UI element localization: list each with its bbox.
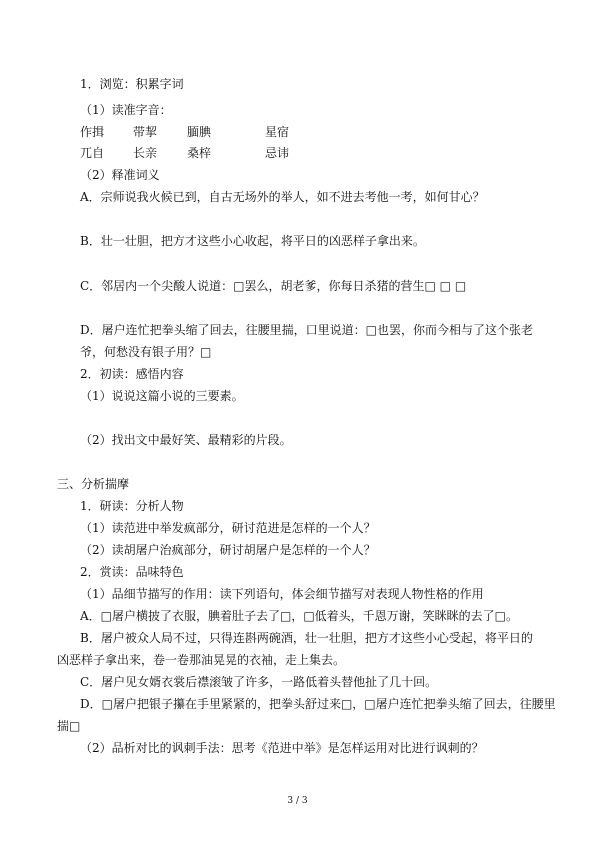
sentence-d-continued: 爷，何愁没有银子用？□ — [80, 345, 212, 359]
detail-sentence-d-continued: 揣□ — [57, 719, 81, 733]
detail-description-question: （1）品细节描写的作用：读下列语句，体会细节描写对表现人物性格的作用 — [80, 587, 484, 601]
detail-sentence-b-continued: 凶恶样子拿出来，卷一卷那油晃晃的衣袖，走上集去。 — [57, 653, 346, 667]
section-appreciation-heading: 2．赏读：品味特色 — [80, 565, 184, 579]
vocab-word: 兀自 — [80, 146, 105, 160]
vocab-word: 忌讳 — [265, 146, 290, 160]
part-three-heading: 三、分析揣摩 — [57, 477, 130, 491]
contrast-satire-question: （2）品析对比的讽刺手法：思考《范进中举》是怎样运用对比进行讽刺的？ — [80, 741, 484, 755]
sentence-d: D．屠户连忙把拳头缩了回去，往腰里揣，口里说道：□也罢，你而今相与了这个张老 — [80, 323, 533, 337]
detail-sentence-c: C．屠户见女婿衣裳后襟滚皱了许多，一路低着头替他扯了几十回。 — [80, 675, 438, 689]
detail-sentence-d: D．□屠户把银子攥在手里紧紧的，把拳头舒过来□，□屠户连忙把拳头缩了回去，往腰里 — [80, 697, 556, 711]
section-first-reading-heading: 2．初读：感悟内容 — [80, 367, 184, 381]
question-butcher-hu: （2）读胡屠户治疯部分，研讨胡屠户是怎样的一个人？ — [80, 543, 376, 557]
sentence-a: A．宗师说我火候已到，自古无场外的举人，如不进去考他一考，如何甘心？ — [80, 190, 485, 204]
question-fan-jin: （1）读范进中举发疯部分，研讨范进是怎样的一个人？ — [80, 521, 376, 535]
section-browse-heading: 1．浏览：积累字词 — [80, 77, 184, 91]
question-three-elements: （1）说说这篇小说的三要素。 — [80, 389, 244, 403]
vocab-word: 桑梓 — [187, 146, 212, 160]
vocab-word: 长亲 — [133, 146, 158, 160]
section-study-heading: 1．研读：分析人物 — [80, 499, 184, 513]
page-number: 3 / 3 — [287, 796, 308, 806]
vocab-word: 带挈 — [133, 125, 158, 139]
sentence-c: C．邻居内一个尖酸人说道：□罢么，胡老爹，你每日杀猪的营生□ □ □ — [80, 279, 467, 293]
detail-sentence-a: A．□屠户横披了衣服，腆着肚子去了□，□低着头，千恩万谢，笑眯眯的去了□。 — [80, 609, 519, 623]
pronunciation-heading: （1）读准字音： — [80, 103, 172, 117]
vocab-word: 腼腆 — [187, 125, 212, 139]
question-funny-passage: （2）找出文中最好笑、最精彩的片段。 — [80, 433, 292, 447]
meaning-heading: （2）释准词义 — [80, 168, 160, 182]
vocab-word: 作揖 — [80, 125, 105, 139]
sentence-b: B．壮一壮胆，把方才这些小心收起，将平日的凶恶样子拿出来。 — [80, 234, 425, 248]
detail-sentence-b: B．屠户被众人局不过，只得连斟两碗酒，壮一壮胆，把方才这些小心受起，将平日的 — [80, 631, 533, 645]
vocab-word: 星宿 — [265, 125, 290, 139]
